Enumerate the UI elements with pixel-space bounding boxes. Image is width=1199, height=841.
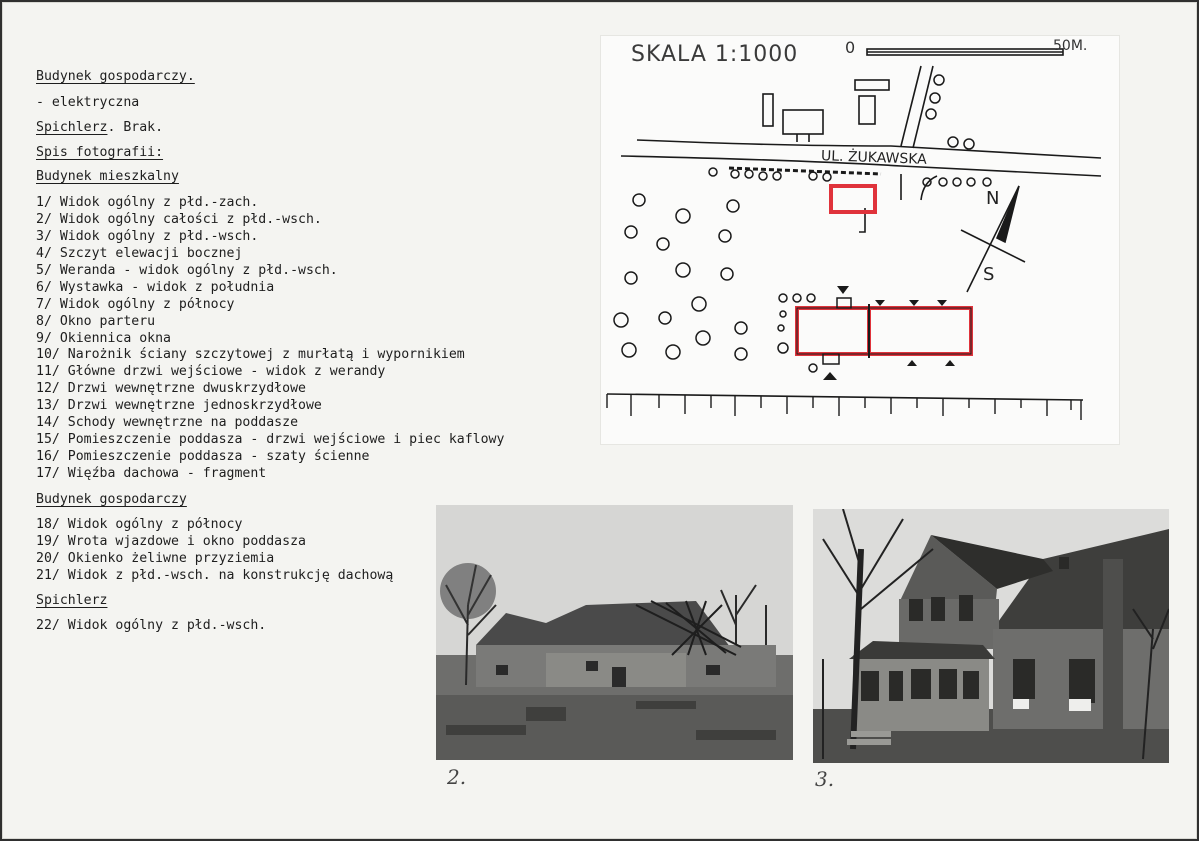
list-item: 20/ Okienko żeliwne przyziemia (36, 551, 275, 566)
list-item: 17/ Więźba dachowa - fragment (36, 466, 267, 481)
site-plan-map (600, 35, 1120, 445)
list-item: 1/ Widok ogólny z płd.-zach. (36, 195, 259, 210)
spichlerz-label: Spichlerz (36, 120, 108, 135)
site-plan-drawing (601, 36, 1119, 444)
list-item: 4/ Szczyt elewacji bocznej (36, 246, 243, 261)
photo-2-farm-building (436, 505, 793, 760)
heading-spis-fotografii: Spis fotografii: (36, 145, 164, 160)
outbuilding-3 (855, 80, 889, 90)
heading-budynek-gospodarczy-2: Budynek gospodarczy (36, 492, 187, 507)
list-item: 18/ Widok ogólny z północy (36, 517, 243, 532)
document-sheet (2, 2, 1197, 839)
list-item: 12/ Drzwi wewnętrzne dwuskrzydłowe (36, 381, 306, 396)
list-item: 16/ Pomieszczenie poddasza - szaty ścienne (36, 449, 370, 464)
scale-end-label: 50M. (1053, 38, 1088, 54)
list-item: 3/ Widok ogólny z płd.-wsch. (36, 229, 259, 244)
trees (614, 75, 991, 372)
list-item: 7/ Widok ogólny z północy (36, 297, 235, 312)
list-item: 6/ Wystawka - widok z południa (36, 280, 275, 295)
list-item: 13/ Drzwi wewnętrzne jednoskrzydłowe (36, 398, 322, 413)
list-item: 9/ Okiennica okna (36, 331, 171, 346)
residential-building (797, 308, 869, 354)
photo-2-caption: 2. (447, 765, 467, 789)
outbuilding-2 (783, 110, 823, 134)
scale-zero: 0 (845, 38, 856, 57)
list-item: 15/ Pomieszczenie poddasza - drzwi wejściowe i piec kaflowy (36, 432, 505, 447)
outbuilding-1 (763, 94, 773, 126)
heading-budynek-gospodarczy: Budynek gospodarczy. (36, 69, 195, 84)
photo-viewpoint-markers (823, 286, 955, 380)
spichlerz-value: . Brak. (107, 120, 164, 135)
granary-building (831, 186, 875, 212)
list-item: 10/ Narożnik ściany szczytowej z murłatą i wypornikiem (36, 347, 465, 362)
list-item: 5/ Weranda - widok ogólny z płd.-wsch. (36, 263, 338, 278)
list-item: 11/ Główne drzwi wejściowe - widok z werandy (36, 364, 386, 379)
list-item: 14/ Schody wewnętrzne na poddasze (36, 415, 299, 430)
list-item: 19/ Wrota wjazdowe i okno poddasza (36, 534, 306, 549)
farm-building (869, 308, 971, 354)
heading-budynek-mieszkalny: Budynek mieszkalny (36, 169, 179, 184)
list-item: 8/ Okno parteru (36, 314, 156, 329)
north-label: N (986, 188, 1000, 209)
list-item: 2/ Widok ogólny całości z płd.-wsch. (36, 212, 322, 227)
list-item: 22/ Widok ogólny z płd.-wsch. (36, 618, 267, 633)
scale-label: SKALA 1:1000 (631, 42, 799, 67)
list-item: 21/ Widok z płd.-wsch. na konstrukcję dachową (36, 568, 394, 583)
text-elektryczna: - elektryczna (36, 95, 140, 110)
photo-3-caption: 3. (815, 767, 835, 791)
spichlerz-line (36, 120, 163, 135)
photo-3-residential-building (813, 509, 1169, 763)
street-label: UL. ŻUKAWSKA (820, 148, 928, 168)
south-label: S (983, 264, 995, 285)
heading-spichlerz: Spichlerz (36, 593, 108, 608)
outbuilding-4 (859, 96, 875, 124)
